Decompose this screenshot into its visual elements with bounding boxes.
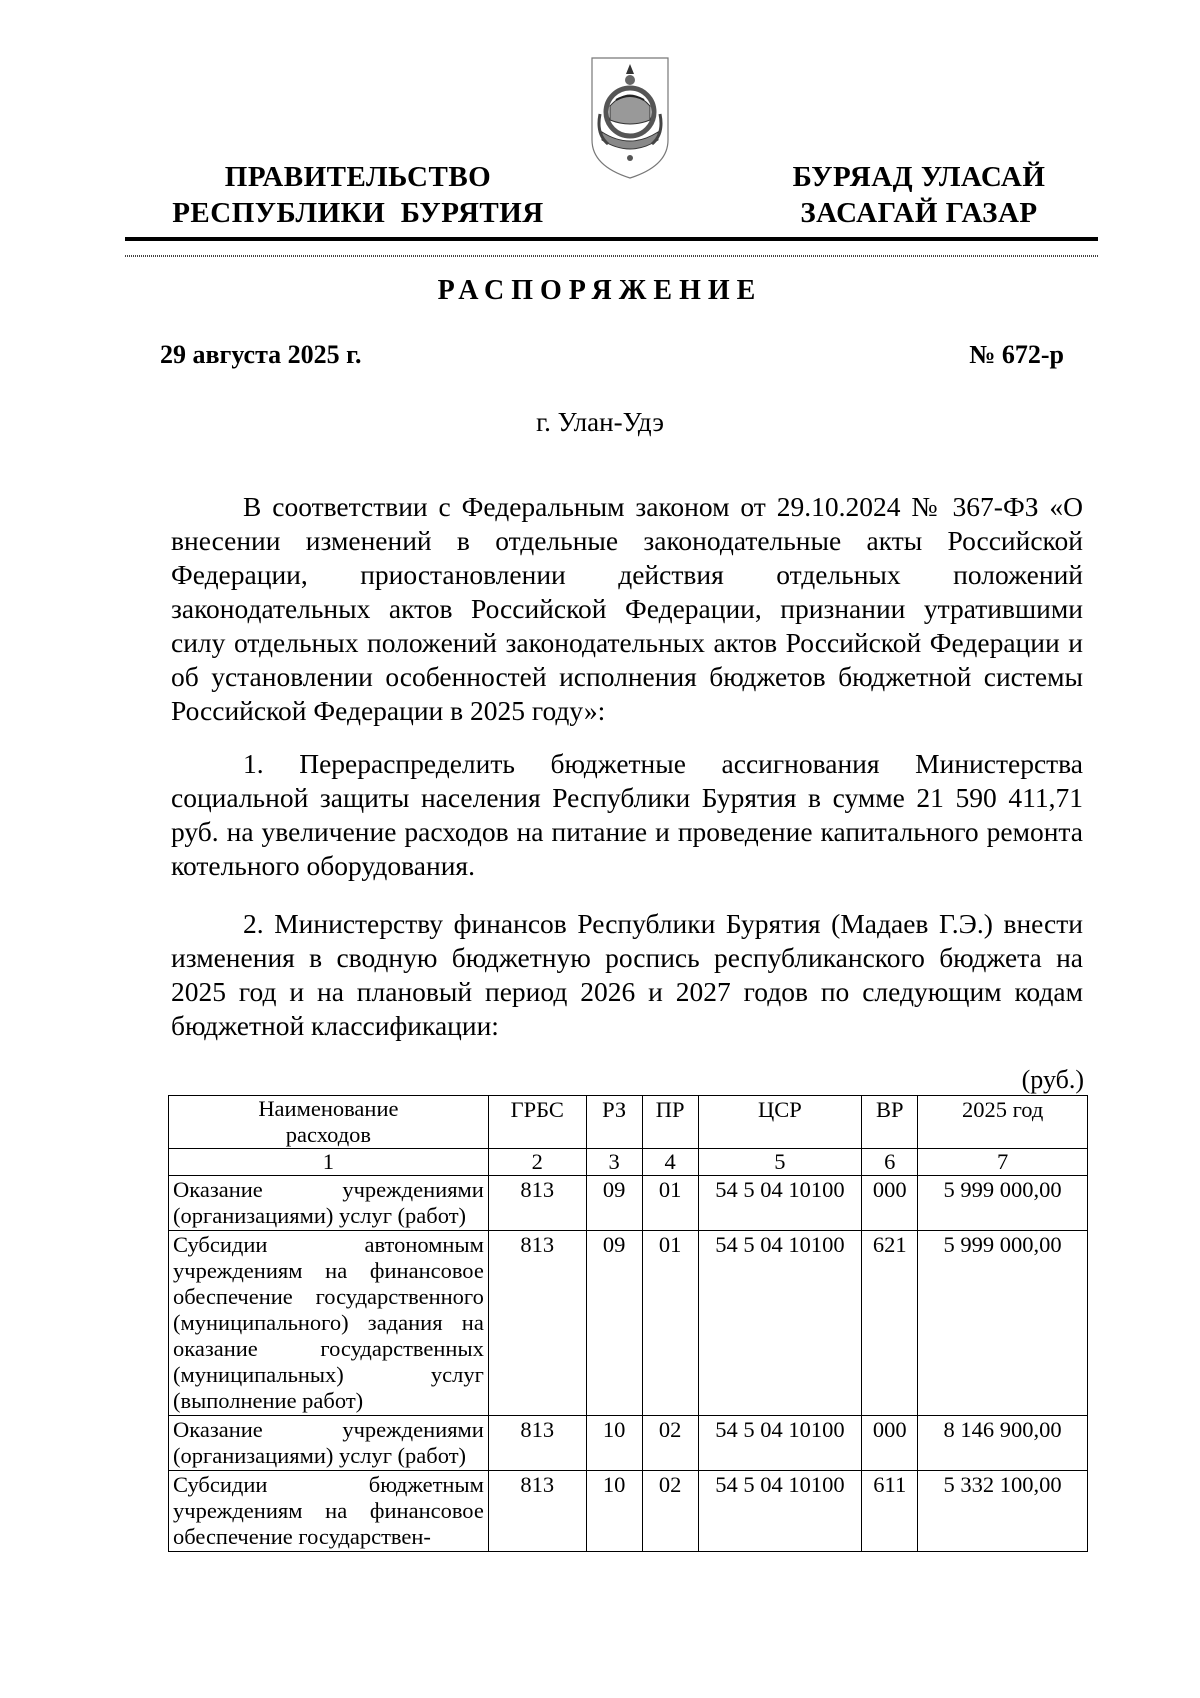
header-rz: РЗ [586, 1096, 642, 1149]
header-divider-thin [125, 255, 1098, 257]
document-city: г. Улан-Удэ [536, 407, 664, 437]
cell-vr: 000 [862, 1176, 918, 1231]
table-row [169, 1231, 1088, 1416]
table-row [169, 1176, 1088, 1231]
column-number: 7 [918, 1149, 1088, 1176]
cell-name: Оказание учреждениями (организациями) услуг (работ) [169, 1176, 489, 1231]
cell-amount: 8 146 900,00 [918, 1416, 1088, 1471]
document-date: 29 августа 2025 г. [160, 340, 362, 369]
header-csr: ЦСР [698, 1096, 862, 1149]
budget-table [168, 1095, 1088, 1552]
org-line: БУРЯАД УЛАСАЙ [792, 161, 1046, 193]
cell-grbs: 813 [488, 1471, 586, 1552]
cell-amount: 5 332 100,00 [918, 1471, 1088, 1552]
cell-amount: 5 999 000,00 [918, 1176, 1088, 1231]
cell-csr: 54 5 04 10100 [698, 1231, 862, 1416]
preamble-paragraph: В соответствии с Федеральным законом от 29.10.2024 № 367-ФЗ «О внесении изменений в отдельные законодательные акты Российской Федерации, приостановлении действия отдельных положений законодательных актов Российской Федерации, признании утратившими силу отдельных положений законодательных актов Российской Федерации и об установлении особенностей исполнения бюджетов бюджетной системы Российской Федерации в 2025 году»: [171, 491, 1083, 726]
table-row [169, 1471, 1088, 1552]
cell-csr: 54 5 04 10100 [698, 1176, 862, 1231]
column-number: 1 [169, 1149, 489, 1176]
cell-name: Оказание учреждениями (организациями) услуг (работ) [169, 1416, 489, 1471]
cell-grbs: 813 [488, 1176, 586, 1231]
header-name: Наименование расходов [169, 1096, 489, 1149]
cell-grbs: 813 [488, 1416, 586, 1471]
coat-of-arms-icon [586, 54, 674, 182]
cell-amount: 5 999 000,00 [918, 1231, 1088, 1416]
cell-name: Субсидии автономным учреждениям на финансовое обеспечение государственного (муниципального) задания на оказание государственных (муниципальных) услуг (выполнение работ) [169, 1231, 489, 1416]
header-vr: ВР [862, 1096, 918, 1149]
cell-grbs: 813 [488, 1231, 586, 1416]
document-type: РАСПОРЯЖЕНИЕ [437, 275, 763, 306]
cell-csr: 54 5 04 10100 [698, 1416, 862, 1471]
cell-pr: 02 [642, 1471, 698, 1552]
org-line: ПРАВИТЕЛЬСТВО [224, 161, 492, 193]
cell-rz: 10 [586, 1416, 642, 1471]
table-row [169, 1416, 1088, 1471]
item-1-paragraph: 1. Перераспределить бюджетные ассигнования Министерства социальной защиты населения Республики Бурятия в сумме 21 590 411,71 руб. на увеличение расходов на питание и проведение капитального ремонта котельного оборудования. [171, 748, 1083, 881]
cell-name: Субсидии бюджетным учреждениям на финансовое обеспечение государствен- [169, 1471, 489, 1552]
document-number: № 672-р [969, 340, 1064, 369]
cell-rz: 09 [586, 1176, 642, 1231]
cell-csr: 54 5 04 10100 [698, 1471, 862, 1552]
cell-pr: 02 [642, 1416, 698, 1471]
org-line: ЗАСАГАЙ ГАЗАР [800, 197, 1038, 229]
cell-rz: 10 [586, 1471, 642, 1552]
header-divider [125, 237, 1098, 241]
currency-unit: (руб.) [1021, 1065, 1084, 1094]
cell-rz: 09 [586, 1231, 642, 1416]
column-number: 4 [642, 1149, 698, 1176]
column-number: 5 [698, 1149, 862, 1176]
header-pr: ПР [642, 1096, 698, 1149]
cell-vr: 621 [862, 1231, 918, 1416]
cell-vr: 000 [862, 1416, 918, 1471]
column-number: 2 [488, 1149, 586, 1176]
cell-vr: 611 [862, 1471, 918, 1552]
column-number: 6 [862, 1149, 918, 1176]
header-grbs: ГРБС [488, 1096, 586, 1149]
government-name-russian [148, 159, 568, 231]
column-number-row [169, 1149, 1088, 1176]
org-line: РЕСПУБЛИКИ БУРЯТИЯ [172, 197, 544, 229]
column-number: 3 [586, 1149, 642, 1176]
table-header-row [169, 1096, 1088, 1149]
government-name-buryat [729, 159, 1109, 231]
cell-pr: 01 [642, 1231, 698, 1416]
header-year: 2025 год [918, 1096, 1088, 1149]
cell-pr: 01 [642, 1176, 698, 1231]
item-2-paragraph: 2. Министерству финансов Республики Бурятия (Мадаев Г.Э.) внести изменения в сводную бюджетную роспись республиканского бюджета на 2025 год и на плановый период 2026 и 2027 годов по следующим кодам бюджетной классификации: [171, 908, 1083, 1041]
